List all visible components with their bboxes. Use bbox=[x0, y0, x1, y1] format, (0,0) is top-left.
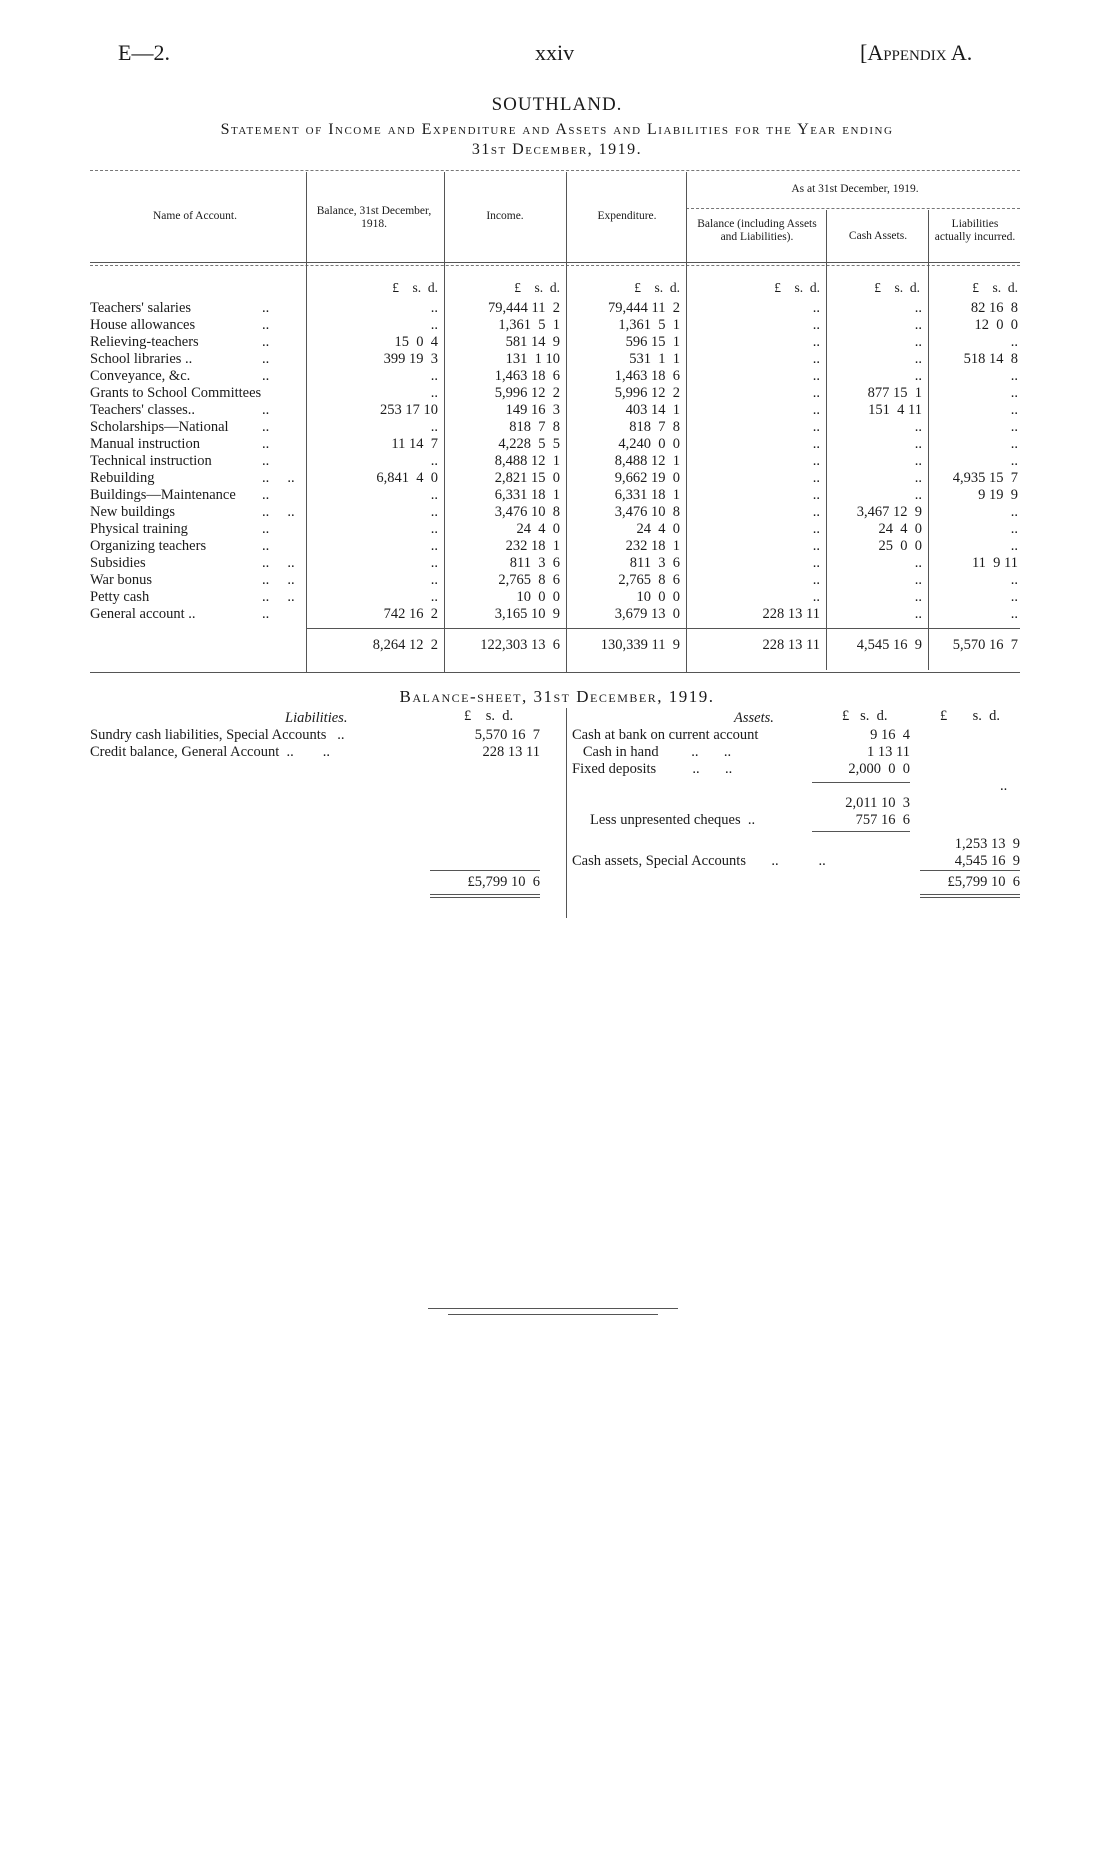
cash-assets-cell: 25 0 0 bbox=[878, 538, 922, 554]
liabilities-column bbox=[930, 300, 1018, 623]
expenditure-cell: 232 18 1 bbox=[625, 538, 680, 554]
cash-assets-cell: .. bbox=[914, 419, 922, 435]
liabilities-cell: .. bbox=[1010, 521, 1018, 537]
leader: .. bbox=[262, 487, 270, 503]
liab-total-underline bbox=[430, 894, 540, 895]
balance-cell: .. bbox=[430, 368, 438, 384]
col-divider bbox=[444, 172, 445, 672]
cash-assets-cell: .. bbox=[914, 606, 922, 622]
balance-incl-column bbox=[690, 300, 820, 623]
account-name: General account .. bbox=[90, 606, 196, 622]
header-income: Income. bbox=[486, 210, 524, 222]
leader: .. bbox=[262, 538, 270, 554]
balance-incl-cell: .. bbox=[812, 538, 820, 554]
balance-cell: .. bbox=[430, 504, 438, 520]
currency-heading: £ s. d. bbox=[634, 280, 680, 295]
leader: .. bbox=[262, 317, 270, 333]
balance-cell: 742 16 2 bbox=[383, 606, 438, 622]
liabilities-cell: 82 16 8 bbox=[970, 300, 1018, 316]
cash-special-label: Cash assets, Special Accounts .. .. bbox=[572, 853, 826, 869]
leader: .. .. bbox=[262, 504, 295, 520]
income-cell: 5,996 12 2 bbox=[494, 385, 560, 401]
account-name: Subsidies bbox=[90, 555, 146, 571]
cash-assets-cell: .. bbox=[914, 453, 922, 469]
total-income: 122,303 13 6 bbox=[480, 637, 560, 653]
total-expenditure: 130,339 11 9 bbox=[600, 637, 680, 653]
asset-total-underline bbox=[920, 894, 1020, 895]
col-divider bbox=[566, 172, 567, 672]
page-number: xxiv bbox=[535, 40, 575, 65]
net-rule bbox=[812, 831, 910, 832]
cash-assets-cell: .. bbox=[914, 555, 922, 571]
account-name: Teachers' classes.. bbox=[90, 402, 196, 418]
expenditure-cell: 596 15 1 bbox=[625, 334, 680, 350]
totals-rule bbox=[306, 628, 1020, 629]
cash-assets-cell: .. bbox=[914, 436, 922, 452]
page-ref: E—2. bbox=[118, 40, 170, 65]
header-rule bbox=[90, 262, 1020, 263]
balance-cell: .. bbox=[430, 555, 438, 571]
income-cell: 581 14 9 bbox=[505, 334, 560, 350]
balance-incl-cell: .. bbox=[812, 521, 820, 537]
cash-assets-cell: .. bbox=[914, 487, 922, 503]
asset-amount: 1 13 11 bbox=[867, 744, 910, 760]
liability-amount: 228 13 11 bbox=[482, 744, 540, 760]
leader: .. .. bbox=[262, 589, 295, 605]
leader: .. bbox=[262, 368, 270, 384]
expenditure-cell: 8,488 12 1 bbox=[614, 453, 680, 469]
expenditure-cell: 1,361 5 1 bbox=[618, 317, 680, 333]
subtotal-rule bbox=[812, 782, 910, 783]
liabilities-cell: .. bbox=[1010, 385, 1018, 401]
expenditure-cell: 3,679 13 0 bbox=[614, 606, 680, 622]
expenditure-cell: 818 7 8 bbox=[629, 419, 680, 435]
income-cell: 3,165 10 9 bbox=[494, 606, 560, 622]
liabilities-currency: £ s. d. bbox=[464, 708, 514, 724]
balance-cell: .. bbox=[430, 453, 438, 469]
cash-assets-cell: 151 4 11 bbox=[868, 402, 922, 418]
liabilities-cell: .. bbox=[1010, 589, 1018, 605]
table-bottom-rule bbox=[90, 672, 1020, 673]
leader: .. bbox=[262, 351, 270, 367]
less-unpresented-label: Less unpresented cheques .. bbox=[590, 812, 756, 828]
leader: .. .. bbox=[262, 470, 295, 486]
cash-assets-cell: .. bbox=[914, 572, 922, 588]
balance-incl-cell: .. bbox=[812, 419, 820, 435]
account-name: Petty cash bbox=[90, 589, 150, 605]
header-balance-incl: Balance (including Assets and Liabilities). bbox=[697, 218, 817, 243]
income-cell: 3,476 10 8 bbox=[494, 504, 560, 520]
balance-incl-cell: .. bbox=[812, 504, 820, 520]
liability-label: Credit balance, General Account .. .. bbox=[90, 744, 330, 760]
expenditure-cell: 9,662 19 0 bbox=[614, 470, 680, 486]
total-balance-incl: 228 13 11 bbox=[762, 637, 820, 653]
total-balance: 8,264 12 2 bbox=[372, 637, 438, 653]
leader: .. bbox=[262, 402, 270, 418]
liabilities-cell: 11 9 11 bbox=[971, 555, 1018, 571]
currency-heading: £ s. d. bbox=[514, 280, 560, 295]
expenditure-cell: 79,444 11 2 bbox=[608, 300, 680, 316]
cash-assets-cell: 24 4 0 bbox=[878, 521, 922, 537]
cash-assets-cell: .. bbox=[914, 589, 922, 605]
income-cell: 8,488 12 1 bbox=[494, 453, 560, 469]
expenditure-cell: 6,331 18 1 bbox=[614, 487, 680, 503]
income-cell: 2,765 8 6 bbox=[498, 572, 560, 588]
balance-sheet-title: Balance-sheet, 31st December, 1919. bbox=[399, 687, 715, 706]
balance-incl-cell: .. bbox=[812, 317, 820, 333]
account-name: Grants to School Committees bbox=[90, 385, 262, 401]
asset-dots: .. bbox=[1000, 778, 1008, 794]
assets-heading: Assets. bbox=[734, 710, 774, 726]
account-name: Scholarships—National bbox=[90, 419, 229, 435]
expenditure-cell: 2,765 8 6 bbox=[618, 572, 680, 588]
expenditure-cell: 10 0 0 bbox=[636, 589, 680, 605]
balance-incl-cell: .. bbox=[812, 385, 820, 401]
cash-assets-cell: 3,467 12 9 bbox=[856, 504, 922, 520]
account-name: House allowances bbox=[90, 317, 196, 333]
leader bbox=[262, 385, 302, 402]
assets-total: £5,799 10 6 bbox=[947, 874, 1020, 890]
leader: .. bbox=[262, 436, 270, 452]
asset-label: Cash at bank on current account bbox=[572, 727, 759, 743]
col-divider bbox=[826, 210, 827, 670]
account-name: Organizing teachers bbox=[90, 538, 207, 554]
header-group: As at 31st December, 1919. bbox=[791, 183, 919, 195]
balance-incl-cell: .. bbox=[812, 589, 820, 605]
account-name: Buildings—Maintenance bbox=[90, 487, 236, 503]
asset-subtotal: 2,011 10 3 bbox=[845, 795, 910, 811]
table-top-rule bbox=[90, 170, 1020, 171]
income-column bbox=[448, 300, 560, 623]
expenditure-cell: 4,240 0 0 bbox=[618, 436, 680, 452]
income-cell: 6,331 18 1 bbox=[494, 487, 560, 503]
liabilities-cell: .. bbox=[1010, 538, 1018, 554]
balance-cell: .. bbox=[430, 572, 438, 588]
col-divider bbox=[306, 172, 307, 672]
cash-assets-cell: .. bbox=[914, 300, 922, 316]
account-name: School libraries .. bbox=[90, 351, 193, 367]
balance-incl-cell: .. bbox=[812, 300, 820, 316]
account-name: Manual instruction bbox=[90, 436, 200, 452]
balance-cell: 6,841 4 0 bbox=[376, 470, 438, 486]
asset-label: Fixed deposits .. .. bbox=[572, 761, 733, 777]
leader: .. bbox=[262, 300, 270, 316]
income-cell: 79,444 11 2 bbox=[488, 300, 560, 316]
balance-incl-cell: .. bbox=[812, 572, 820, 588]
balance-incl-cell: .. bbox=[812, 470, 820, 486]
expenditure-cell: 24 4 0 bbox=[636, 521, 680, 537]
assets-currency: £ s. d. bbox=[940, 708, 1001, 724]
expenditure-cell: 811 3 6 bbox=[629, 555, 680, 571]
total-cash-assets: 4,545 16 9 bbox=[856, 637, 922, 653]
balance-incl-cell: 228 13 11 bbox=[762, 606, 820, 622]
balance-incl-cell: .. bbox=[812, 334, 820, 350]
liabilities-heading: Liabilities. bbox=[285, 710, 348, 726]
account-name: Rebuilding bbox=[90, 470, 155, 486]
account-name: New buildings bbox=[90, 504, 175, 520]
asset-amount: 2,000 0 0 bbox=[848, 761, 910, 777]
expenditure-cell: 403 14 1 bbox=[625, 402, 680, 418]
closing-rule bbox=[428, 1308, 678, 1309]
asset-label: Cash in hand .. .. bbox=[572, 744, 732, 760]
header-balance: Balance, 31st December, 1918. bbox=[316, 205, 432, 230]
leader: .. .. bbox=[262, 572, 295, 588]
balance-incl-cell: .. bbox=[812, 402, 820, 418]
closing-rule bbox=[448, 1314, 658, 1315]
header-name: Name of Account. bbox=[153, 210, 237, 222]
balance-cell: .. bbox=[430, 317, 438, 333]
account-name: Physical training bbox=[90, 521, 188, 537]
leader-dots bbox=[262, 300, 302, 623]
asset-total-rule bbox=[920, 870, 1020, 871]
liabilities-cell: .. bbox=[1010, 402, 1018, 418]
liabilities-cell: .. bbox=[1010, 572, 1018, 588]
liabilities-cell: 4,935 15 7 bbox=[952, 470, 1018, 486]
balance-cell: .. bbox=[430, 589, 438, 605]
leader: .. .. bbox=[262, 555, 295, 571]
balance-cell: .. bbox=[430, 419, 438, 435]
liabilities-cell: 12 0 0 bbox=[974, 317, 1018, 333]
income-cell: 811 3 6 bbox=[509, 555, 560, 571]
liabilities-total: £5,799 10 6 bbox=[467, 874, 540, 890]
cash-assets-cell: .. bbox=[914, 470, 922, 486]
liability-label: Sundry cash liabilities, Special Accounts .. bbox=[90, 727, 345, 743]
header-expenditure: Expenditure. bbox=[597, 210, 657, 222]
account-name: Relieving-teachers bbox=[90, 334, 199, 350]
expenditure-cell: 531 1 1 bbox=[629, 351, 680, 367]
net-cash-amount: 1,253 13 9 bbox=[954, 836, 1020, 852]
balance-cell: .. bbox=[430, 385, 438, 401]
header-rule-dashed bbox=[90, 265, 1020, 266]
balance-incl-cell: .. bbox=[812, 487, 820, 503]
currency-heading: £ s. d. bbox=[774, 280, 820, 295]
balance-cell: .. bbox=[430, 538, 438, 554]
appendix-label: [Appendix A. bbox=[860, 40, 973, 65]
group-rule bbox=[686, 208, 1020, 209]
income-cell: 232 18 1 bbox=[505, 538, 560, 554]
cash-assets-cell: .. bbox=[914, 317, 922, 333]
balance-cell: 253 17 10 bbox=[380, 402, 438, 418]
liabilities-cell: .. bbox=[1010, 419, 1018, 435]
document-title: SOUTHLAND. bbox=[491, 94, 623, 115]
income-cell: 1,361 5 1 bbox=[498, 317, 560, 333]
leader: .. bbox=[262, 453, 270, 469]
balance-incl-cell: .. bbox=[812, 453, 820, 469]
income-cell: 149 16 3 bbox=[505, 402, 560, 418]
leader: .. bbox=[262, 419, 270, 435]
liabilities-cell: .. bbox=[1010, 436, 1018, 452]
balance-incl-cell: .. bbox=[812, 555, 820, 571]
expenditure-cell: 3,476 10 8 bbox=[614, 504, 680, 520]
liabilities-cell: 518 14 8 bbox=[963, 351, 1018, 367]
income-cell: 4,228 5 5 bbox=[498, 436, 560, 452]
income-cell: 10 0 0 bbox=[516, 589, 560, 605]
balance-incl-cell: .. bbox=[812, 351, 820, 367]
income-cell: 818 7 8 bbox=[509, 419, 560, 435]
cash-special-amount: 4,545 16 9 bbox=[954, 853, 1020, 869]
cash-assets-cell: .. bbox=[914, 368, 922, 384]
balance-incl-cell: .. bbox=[812, 368, 820, 384]
asset-total-underline bbox=[920, 897, 1020, 898]
less-unpresented-amount: 757 16 6 bbox=[855, 812, 910, 828]
leader: .. bbox=[262, 334, 270, 350]
balance-cell: .. bbox=[430, 300, 438, 316]
balance-sheet-divider bbox=[566, 708, 567, 918]
balance-cell: 11 14 7 bbox=[391, 436, 438, 452]
expenditure-column bbox=[570, 300, 680, 623]
cash-assets-column bbox=[830, 300, 922, 623]
total-liabilities: 5,570 16 7 bbox=[952, 637, 1018, 653]
cash-assets-cell: .. bbox=[914, 351, 922, 367]
account-names bbox=[90, 300, 261, 623]
balance-cell: .. bbox=[430, 521, 438, 537]
leader: .. bbox=[262, 521, 270, 537]
expenditure-cell: 5,996 12 2 bbox=[614, 385, 680, 401]
account-name: Conveyance, &c. bbox=[90, 368, 191, 384]
expenditure-cell: 1,463 18 6 bbox=[614, 368, 680, 384]
liabilities-cell: .. bbox=[1010, 453, 1018, 469]
income-cell: 24 4 0 bbox=[516, 521, 560, 537]
asset-amount: 9 16 4 bbox=[870, 727, 910, 743]
leader: .. bbox=[262, 606, 270, 622]
balance-incl-cell: .. bbox=[812, 436, 820, 452]
subtitle-line-1: Statement of Income and Expenditure and Assets and Liabilities for the Year ending bbox=[220, 121, 894, 138]
balance-column bbox=[314, 300, 438, 623]
account-name: War bonus bbox=[90, 572, 153, 588]
currency-heading: £ s. d. bbox=[392, 280, 438, 295]
cash-assets-cell: 877 15 1 bbox=[867, 385, 922, 401]
currency-heading: £ s. d. bbox=[874, 280, 920, 295]
liabilities-cell: 9 19 9 bbox=[978, 487, 1018, 503]
liability-amount: 5,570 16 7 bbox=[474, 727, 540, 743]
header-cash-assets: Cash Assets. bbox=[848, 230, 908, 242]
document-subtitle bbox=[100, 120, 1014, 160]
col-divider bbox=[928, 210, 929, 670]
liabilities-cell: .. bbox=[1010, 334, 1018, 350]
liab-total-rule bbox=[430, 870, 540, 871]
account-name: Technical instruction bbox=[90, 453, 212, 469]
liabilities-cell: .. bbox=[1010, 606, 1018, 622]
account-name: Teachers' salaries bbox=[90, 300, 192, 316]
header-liabilities: Liabilities actually incurred. bbox=[934, 218, 1016, 243]
currency-heading: £ s. d. bbox=[972, 280, 1018, 295]
assets-currency: £ s. d. bbox=[842, 708, 888, 724]
cash-assets-cell: .. bbox=[914, 334, 922, 350]
income-cell: 1,463 18 6 bbox=[494, 368, 560, 384]
liab-total-underline bbox=[430, 897, 540, 898]
balance-cell: .. bbox=[430, 487, 438, 503]
income-cell: 131 1 10 bbox=[505, 351, 560, 367]
subtitle-line-2: 31st December, 1919. bbox=[471, 141, 643, 158]
balance-cell: 15 0 4 bbox=[394, 334, 438, 350]
liabilities-cell: .. bbox=[1010, 504, 1018, 520]
balance-cell: 399 19 3 bbox=[383, 351, 438, 367]
income-cell: 2,821 15 0 bbox=[494, 470, 560, 486]
liabilities-cell: .. bbox=[1010, 368, 1018, 384]
col-divider bbox=[686, 172, 687, 672]
